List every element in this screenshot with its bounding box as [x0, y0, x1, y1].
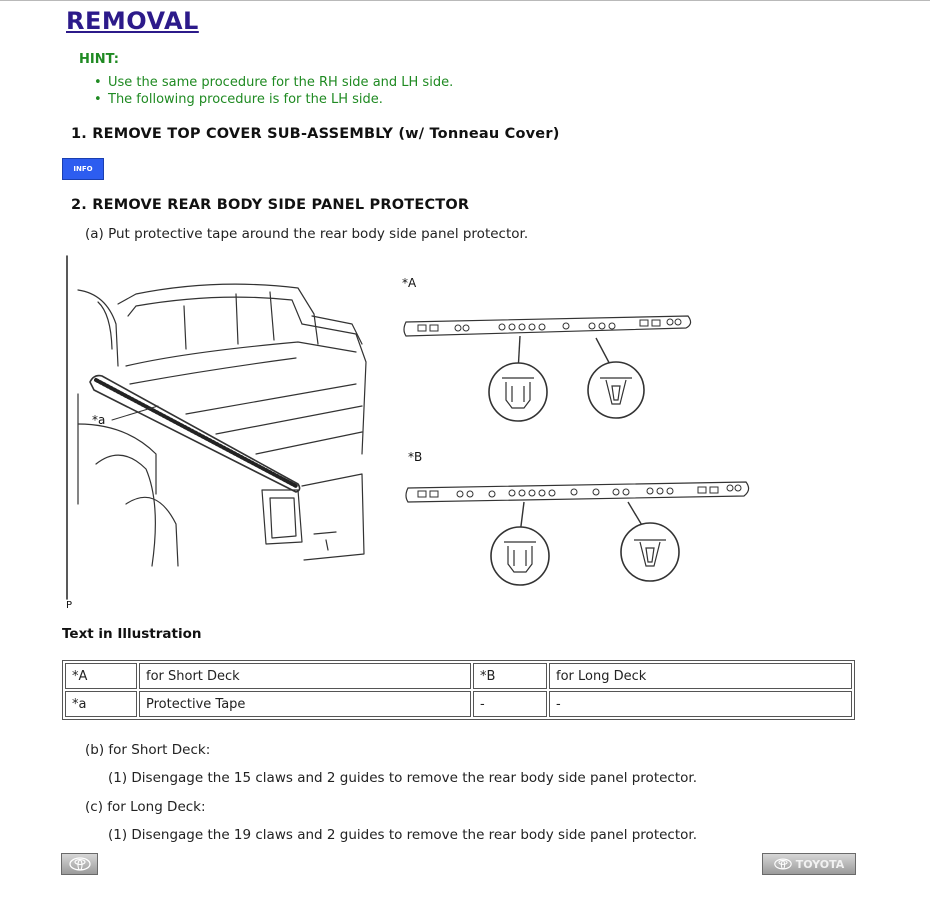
- figure-label-a-lower: *a: [92, 413, 106, 427]
- table-row: [65, 663, 852, 689]
- toyota-logo-text: TOYOTA: [795, 857, 845, 871]
- figure-label-a-upper: *A: [402, 276, 417, 290]
- toyota-logo-button[interactable]: [762, 853, 856, 875]
- table-cell: -: [549, 691, 852, 717]
- figure-corner-label: P: [66, 600, 73, 611]
- figure-label-b-upper: *B: [408, 450, 423, 464]
- table-cell: -: [473, 691, 547, 717]
- page-title: REMOVAL: [66, 7, 199, 35]
- table-cell: Protective Tape: [139, 691, 471, 717]
- table-cell: *A: [65, 663, 137, 689]
- hint-item: • The following procedure is for the LH side.: [94, 91, 453, 108]
- toyota-logo-icon: [774, 858, 792, 870]
- hint-item: • Use the same procedure for the RH side and LH side.: [94, 74, 453, 91]
- step-2c1-text: (1) Disengage the 19 claws and 2 guides to remove the rear body side panel protector.: [108, 827, 697, 843]
- step-2c-text: (c) for Long Deck:: [85, 799, 206, 815]
- step-2b1-text: (1) Disengage the 15 claws and 2 guides to remove the rear body side panel protector.: [108, 770, 697, 786]
- legend-table: [62, 660, 855, 720]
- step-2-heading: 2. REMOVE REAR BODY SIDE PANEL PROTECTOR: [71, 197, 470, 213]
- table-row: [65, 691, 852, 717]
- info-button[interactable]: INFO: [62, 158, 104, 180]
- table-cell: for Short Deck: [139, 663, 471, 689]
- step-1-heading: 1. REMOVE TOP COVER SUB-ASSEMBLY (w/ Tonneau Cover): [71, 126, 560, 142]
- top-divider: [0, 0, 930, 1]
- step-2a-text: (a) Put protective tape around the rear body side panel protector.: [85, 226, 529, 242]
- text-in-illustration-heading: Text in Illustration: [62, 626, 202, 642]
- toyota-logo-icon: [69, 857, 91, 871]
- table-cell: *B: [473, 663, 547, 689]
- illustration-drawing: [66, 254, 766, 614]
- home-logo-button[interactable]: [61, 853, 98, 875]
- hint-label: HINT:: [79, 52, 119, 67]
- step-2b-text: (b) for Short Deck:: [85, 742, 211, 758]
- illustration: [66, 254, 766, 614]
- table-cell: for Long Deck: [549, 663, 852, 689]
- hint-list: [94, 74, 453, 108]
- table-cell: *a: [65, 691, 137, 717]
